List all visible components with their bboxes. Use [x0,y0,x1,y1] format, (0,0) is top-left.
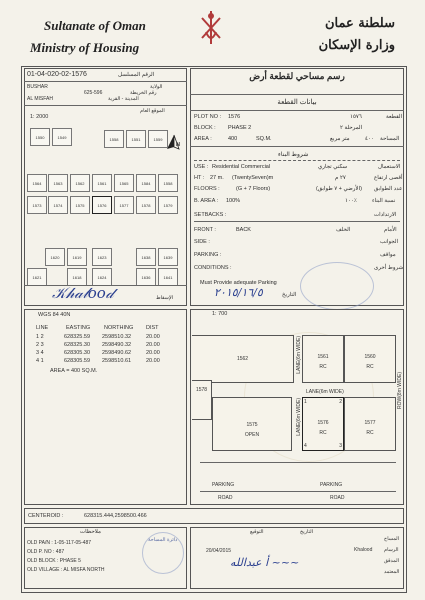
plot-no-label: PLOT NO : [194,114,222,120]
area-unit: SQ.M. [256,136,272,142]
approver-label-ar: المعتمد [384,569,400,575]
height-words: (TwentySeven)m [232,175,274,181]
detail-scale: 1: 700 [212,311,228,317]
setbacks-ar-label: الارتدادات [374,212,397,218]
floors-value: (G + 7 Floors) [236,186,271,192]
serial-number: 01-04-020-02-1576 [27,71,87,78]
location-plot: 1620 [45,248,65,266]
location-plot: 1618 [67,268,87,286]
plot-1577: 1577 RC [344,397,396,451]
block-ar-value: المرحلة ٢ [340,125,363,131]
coord-cell-line: 3 4 [36,350,44,356]
row-right-label: ROW(8m WIDE) [397,372,403,409]
ministry-name-ar: وزارة الإسكان [318,38,395,53]
location-plot: 1559 [148,130,168,148]
corner-3: 3 [339,443,342,449]
date-col-ar: التاريخ [300,529,313,535]
lane-left-label-1: LANE(6m WIDE) [296,336,302,374]
location-plot: 1549 [52,128,72,146]
parking-label: PARKING : [194,252,222,258]
centeroid-label: CENTEROID : [28,513,64,519]
plot-1562: 1562 [192,335,294,383]
front-label: FRONT : [194,227,216,233]
height-ar-label: أقصى ارتفاع [374,175,403,181]
coord-cell-line: 4 1 [36,358,44,364]
road-label-2: ROAD [330,495,345,501]
area-value: 400 [228,136,238,142]
coord-cell-n: 2598510.32 [102,334,132,340]
location-plot: 1564 [27,174,47,192]
oman-emblem-icon [196,8,226,50]
use-value: Residential Commercial [212,164,271,170]
location-plot: 1558 [158,174,178,192]
country-name-ar: سلطنة عمان [324,16,395,31]
location-plot: 1563 [48,174,68,192]
location-plot: 1619 [67,248,87,266]
area-ar-label: المساحة [380,136,400,142]
front-value: BACK [236,227,251,233]
coord-cell-e: 628325.59 [64,334,90,340]
old-village: OLD VILLAGE : AL MISFA NORTH [27,567,105,573]
block-value: PHASE 2 [228,125,252,131]
plot-1575: 1575 OPEN [212,397,292,451]
centeroid-row [24,508,404,524]
setbacks-label: SETBACKS : [194,212,227,218]
signature-mark: 𝒦𝒽𝒶𝓁𝑜𝑜𝒹 [52,284,114,302]
col-dist: DIST [146,325,159,331]
parking-label-2: PARKING [320,482,343,488]
wilayat: BUSHAR [27,84,48,90]
coord-cell-d: 20.00 [146,334,160,340]
parking-label-1: PARKING [212,482,235,488]
location-plot: 1584 [136,174,156,192]
col-easting: EASTING [66,325,91,331]
col-line: LINE [36,325,49,331]
north-label: N [176,142,180,148]
coord-cell-e: 628305.30 [64,350,90,356]
serial-label-ar: الرقم المسلسل [118,72,155,78]
coordinates-area: AREA = 400 SQ.M. [50,368,98,374]
drafter-label-ar: الرسام [384,547,399,553]
corner-4: 4 [304,443,307,449]
col-northing: NORTHING [104,325,134,331]
map-number: 625-596 [84,90,103,96]
plot-1561: 1561 RC [302,335,344,383]
front-ar-label: الأمام [384,227,397,233]
coord-cell-line: 2 3 [36,342,44,348]
block-label: BLOCK : [194,125,216,131]
surveyor-label-ar: المساح [384,536,400,542]
plot-no-value: 1576 [228,114,241,120]
notes-title-ar: ملاحظات [80,529,101,535]
back-ar-label: الخلف [336,227,351,233]
location-plot: 1578 [136,196,156,214]
location-plot: 1565 [114,174,134,192]
area-ar-value: ٤٠٠ [365,136,374,142]
location-plot: 1579 [158,196,178,214]
corner-1: 1 [304,399,307,405]
village-label-ar: المدينة - القرية [108,96,139,102]
location-plot: 1562 [70,174,90,192]
parking-ar-label: مواقف [380,252,396,258]
location-plot: 1639 [158,248,178,266]
location-plot: 1641 [158,268,178,286]
handwritten-date: ٢٠١٥/١٦/٥ [214,286,263,299]
plot-no-ar-label: القطعة [386,114,403,120]
coord-cell-line: 1 2 [36,334,44,340]
location-plot: 1624 [92,268,112,286]
plot-1576: 1576 RC 1 2 3 4 [304,399,342,449]
location-plot: 1550 [30,128,50,146]
location-plot: 1573 [27,196,47,214]
corner-2: 2 [339,399,342,405]
location-plot: 1576 [92,196,112,214]
plot-1560: 1560 RC [344,335,396,383]
conditions-label: CONDITIONS : [194,265,232,271]
ministry-name-en: Ministry of Housing [30,40,140,55]
document-title-ar: رسم مساحي لقطعة أرض [249,71,345,81]
conditions-ar-label: شروط أخرى [374,265,404,271]
drafter-name: Khalood [354,547,373,553]
coord-cell-e: 628325.30 [64,342,90,348]
plot-no-ar-value: ١٥٧٦ [350,114,362,120]
side-ar-label: الجوانب [380,239,399,245]
coord-cell-d: 20.00 [146,342,160,348]
plot-data-title-ar: بيانات القطعة [277,99,317,106]
drafter-date: 20/04/2015 [206,548,232,554]
building-area-ar-value: ١٠٠٪ [345,198,357,204]
old-pa-number: OLD PA/N : 1-05-117-05-487 [27,540,92,546]
coord-cell-d: 20.00 [146,358,160,364]
signature-col-ar: التوقيع [250,529,264,535]
coord-cell-n: 2598490.32 [102,342,132,348]
approval-signatures: ﺃ ﻋﺒﺪﺍﻟﻠﻪ ~~~ [230,556,300,569]
use-ar-label: الاستعمال [378,164,401,170]
location-plot: 1574 [48,196,68,214]
location-plot: 1558 [104,130,124,148]
location-plot: 1623 [92,248,112,266]
location-plot: 1551 [126,130,146,148]
area-name: AL MISFAH [27,96,53,102]
coord-cell-n: 2598490.62 [102,350,132,356]
building-conditions-ar: شروط البناء [278,152,309,158]
location-scale: 1: 2000 [30,114,49,120]
parking-note: Must Provide adequate Parking [200,280,277,286]
floors-label: FLOORS : [194,186,220,192]
height-label: HT : [194,175,205,181]
coord-cell-n: 2598510.61 [102,358,132,364]
old-plot-number: OLD P. NO : 487 [27,549,65,555]
projection-label-ar: الإسقاط [156,295,174,301]
location-plot: 1621 [27,268,47,286]
lane-top-label: LANE(6m WIDE) [306,389,344,395]
coord-cell-e: 628305.59 [64,358,90,364]
lane-left-label-2: LANE(6m WIDE) [296,398,302,436]
datum-label: WGS 84 40N [38,312,71,318]
country-name-en: Sultanate of Oman [44,18,146,33]
checker-label-ar: المدقق [384,558,399,564]
location-plot: 1575 [70,196,90,214]
centeroid-value: 628315.444,2598500.466 [84,513,147,519]
location-label-ar: الموقع العام [140,108,165,114]
map-number-label-ar: رقم الخريطة [130,90,157,96]
location-plot: 1577 [114,196,134,214]
plot-1578: 1578 [192,380,212,420]
building-area-ar-label: نسبة البناء [372,198,396,204]
coord-cell-d: 20.00 [146,350,160,356]
side-label: SIDE : [194,239,210,245]
old-block: OLD BLOCK : PHASE 5 [27,558,81,564]
location-plot: 1638 [136,248,156,266]
area-ar-unit: متر مربع [330,136,350,142]
height-ar-value: ٢٧ م [335,175,346,181]
use-label: USE : [194,164,209,170]
building-area-value: 100% [226,198,241,204]
building-area-label: B. AREA : [194,198,219,204]
height-value: 27 m. [210,175,224,181]
date-label-ar: التاريخ [282,292,297,298]
wilayat-label-ar: الولاية [150,84,163,90]
area-label: AREA : [194,136,212,142]
use-ar-value: سكني تجاري [318,164,348,170]
floors-ar-label: عدد الطوابق [374,186,403,192]
floors-ar-value: (الأرضي + ٧ طوابق) [316,186,362,192]
ministry-stamp [300,262,374,310]
stamp-label-ar: دائرة المساحة [148,537,178,543]
road-label-1: ROAD [218,495,233,501]
location-plot: 1636 [136,268,156,286]
location-plot: 1561 [92,174,112,192]
